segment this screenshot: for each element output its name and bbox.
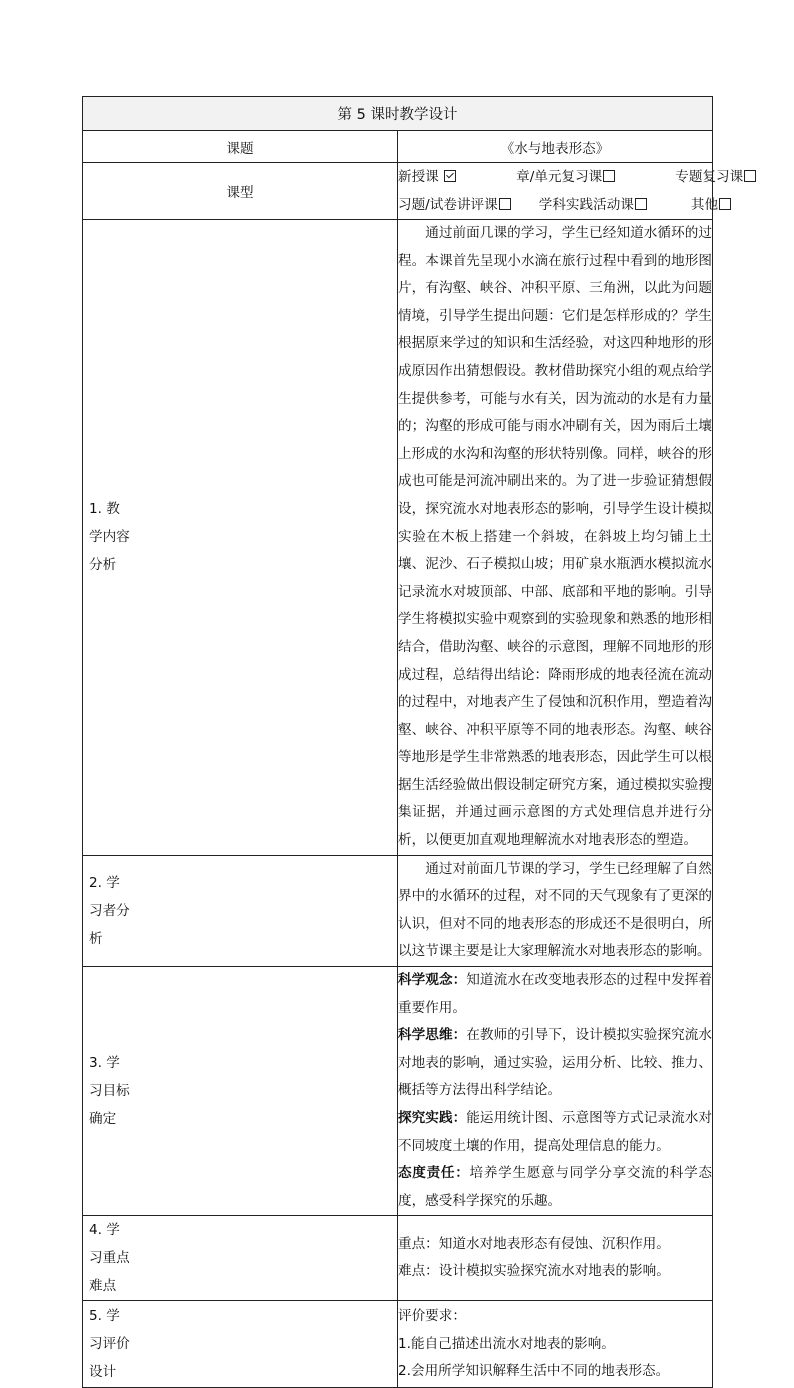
learner-analysis-text-cell — [398, 855, 713, 966]
checkbox-icon[interactable] — [603, 170, 615, 182]
evaluation-item: 1.能自己描述出流水对地表的影响。 — [398, 1335, 615, 1352]
checkbox-icon[interactable] — [499, 198, 511, 210]
topic-value: 《水与地表形态》 — [398, 131, 713, 163]
option-unit-review: 章/单元复习课 — [516, 169, 603, 185]
option-exercise-review: 习题/试卷讲评课 — [398, 197, 498, 213]
course-type-label: 课型 — [83, 163, 398, 220]
checkbox-icon[interactable] — [744, 170, 756, 182]
objective-item: 态度责任：培养学生愿意与同学分享交流的科学态度，感受科学探究的乐趣。 — [398, 1165, 713, 1209]
objective-item: 科学思维：在教师的引导下，设计模拟实验探究流水对地表的影响，通过实验，运用分析、比较、推力、概括等方法得出科学结论。 — [398, 1027, 713, 1099]
evaluation-item: 2.会用所学知识解释生活中不同的地表形态。 — [398, 1363, 670, 1380]
checked-box-icon[interactable] — [444, 170, 456, 182]
course-type-row-2 — [398, 191, 719, 219]
course-type-row-1 — [398, 163, 744, 191]
evaluation-heading: 评价要求： — [398, 1307, 466, 1324]
lesson-plan-table — [82, 96, 744, 1388]
option-new-lesson: 新授课 — [398, 169, 439, 185]
key-points-label: 4. 学 习重点 难点 — [83, 1216, 398, 1301]
objectives-label: 3. 学 习目标 确定 — [83, 967, 398, 1216]
evaluation-cell — [398, 1301, 713, 1388]
checkbox-icon[interactable] — [635, 198, 647, 210]
course-type-options — [398, 163, 744, 220]
option-practice-activity: 学科实践活动课 — [538, 197, 634, 213]
difficult-point: 难点：设计模拟实验探究流水对地表的影响。 — [398, 1263, 670, 1280]
content-analysis-label: 1. 教 学内容 分析 — [83, 220, 398, 856]
key-point: 重点：知道水对地表形态有侵蚀、沉积作用。 — [398, 1235, 670, 1252]
lesson-title: 第 5 课时教学设计 — [83, 97, 713, 131]
content-analysis-text: 通过前面几课的学习，学生已经知道水循环的过程。本课首先呈现小水滴在旅行过程中看到的地形图片，有沟壑、峡谷、冲积平原、三角洲，以此为问题情境，引导学生提出问题：它们是怎样形成的？学生根据原来学过的知识和生活经验，对这四种地形的形成原因作出猜想假设。教材借助探究小组的观点给学生提供参考，可能与水有关，因为流动的水是有力量的；沟壑的形成可能与雨水冲刷有关，因为雨后土壤上形成的水沟和沟壑的形状特别像。同样，峡谷的形成也可能是河流冲刷出来的。为了进一步验证猜想假设，探究流水对地表形态的影响，引导学生设计模拟实验在木板上搭建一个斜坡，在斜坡上均匀铺上土壤、泥沙、石子模拟山坡；用矿泉水瓶洒水模拟流水记录流水对坡顶部、中部、底部和平地的影响。引导学生将模拟实验中观察到的实验现象和熟悉的地形相结合，借助沟壑、峡谷的示意图，理解不同地形的形成过程，总结得出结论：降雨形成的地表径流在流动的过程中，对地表产生了侵蚀和沉积作用，塑造着沟壑、峡谷、冲积平原等不同的地表形态。沟壑、峡谷等地形是学生非常熟悉的地表形态，因此学生可以根据生活经验做出假设制定研究方案，通过模拟实验搜集证据，并通过画示意图的方式处理信息并进行分析，以便更加直观地理解流水对地表形态的塑造。 — [398, 225, 712, 849]
key-points-cell — [398, 1216, 713, 1301]
checkbox-icon[interactable] — [719, 198, 731, 210]
learner-analysis-text: 通过对前面几节课的学习，学生已经理解了自然界中的水循环的过程，对不同的天气现象有了更深的认识，但对不同的地表形态的形成还不是很明白，所以这节课主要是让大家理解流水对地表形态的影响。 — [398, 860, 712, 960]
objectives-cell — [398, 967, 713, 1216]
learner-analysis-label: 2. 学 习者分 析 — [83, 855, 398, 966]
objective-item: 科学观念：知道流水在改变地表形态的过程中发挥着重要作用。 — [398, 972, 713, 1016]
evaluation-label: 5. 学 习评价 设计 — [83, 1301, 398, 1388]
option-topic-review: 专题复习课 — [675, 169, 744, 185]
content-analysis-text-cell — [398, 220, 713, 856]
option-other: 其他 — [690, 197, 719, 213]
topic-label: 课题 — [83, 131, 398, 163]
objective-item: 探究实践：能运用统计图、示意图等方式记录流水对不同坡度土壤的作用，提高处理信息的能力。 — [398, 1110, 713, 1154]
